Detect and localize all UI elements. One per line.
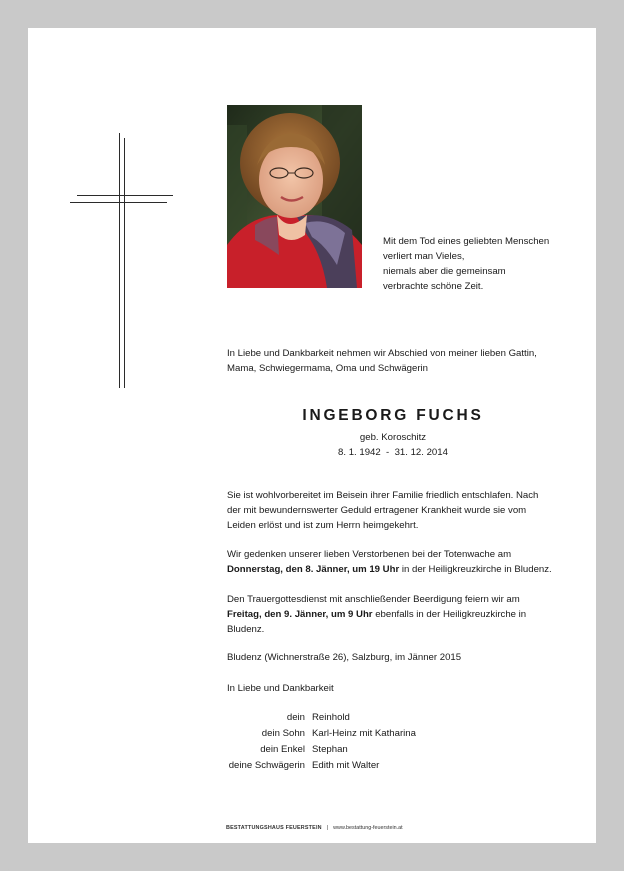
- mourner-relation: dein: [286, 712, 305, 723]
- paragraph-line: Bludenz.: [227, 624, 265, 635]
- memorial-quote: [383, 234, 573, 294]
- mourner-row: [200, 742, 500, 758]
- wake-date: Donnerstag, den 8. Jänner, um 19 Uhr: [227, 564, 400, 575]
- quote-line: verbrachte schöne Zeit.: [383, 281, 484, 292]
- paragraph-line: Wir gedenken unserer lieben Verstorbenen bei der Totenwache am: [227, 549, 512, 560]
- paragraph-wake: [227, 547, 567, 577]
- paragraph-line: Sie ist wohlvorbereitet im Beisein ihrer Familie friedlich entschlafen. Nach: [227, 490, 539, 501]
- funeral-date: Freitag, den 9. Jänner, um 9 Uhr: [227, 609, 373, 620]
- mourner-names: Edith mit Walter: [312, 760, 380, 771]
- life-dates: 8. 1. 1942 - 31. 12. 2014: [338, 447, 448, 458]
- cross-horizontal-line-lower: [70, 202, 167, 203]
- place-date-text: Bludenz (Wichnerstraße 26), Salzburg, im Jänner 2015: [227, 652, 462, 663]
- mourner-names: Karl-Heinz mit Katharina: [312, 728, 416, 739]
- deceased-name: INGEBORG FUCHS: [302, 407, 484, 424]
- portrait-photo: [227, 105, 362, 288]
- place-date-line: [227, 650, 567, 665]
- closing-text: In Liebe und Dankbarkeit: [227, 683, 334, 694]
- maiden-name: geb. Koroschitz: [359, 432, 427, 443]
- mourners-list: [200, 710, 500, 774]
- mourner-relation: dein Sohn: [261, 728, 305, 739]
- paragraph-line: [227, 607, 567, 622]
- funeral-location: ebenfalls in der Heiligkreuzkirche in: [372, 609, 527, 620]
- cross-horizontal-line: [77, 195, 173, 196]
- paragraph-passing: [227, 488, 567, 533]
- paragraph-line: Leiden erlöst und ist zum Herrn heimgekehrt.: [227, 520, 419, 531]
- wake-location: in der Heiligkreuzkirche in Bludenz.: [399, 564, 552, 575]
- funeral-home-name: BESTATTUNGSHAUS FEUERSTEIN: [226, 825, 322, 831]
- footer: [226, 824, 403, 832]
- quote-line: Mit dem Tod eines geliebten Menschen: [383, 236, 550, 247]
- mourner-relation: deine Schwägerin: [228, 760, 305, 771]
- cross-vertical-line-inner: [124, 138, 125, 388]
- mourner-row: [200, 710, 500, 726]
- cross-vertical-line: [119, 133, 120, 388]
- mourner-row: [200, 758, 500, 774]
- footer-separator: |: [326, 825, 329, 831]
- mourner-relation: dein Enkel: [260, 744, 305, 755]
- intro-text: [227, 346, 567, 376]
- closing-line: [227, 681, 567, 696]
- funeral-home-website[interactable]: www.bestattung-feuerstein.at: [333, 825, 403, 831]
- mourner-names: Stephan: [312, 744, 348, 755]
- paragraph-line: Den Trauergottesdienst mit anschließender Beerdigung feiern wir am: [227, 594, 520, 605]
- mourner-row: [200, 726, 500, 742]
- mourner-names: Reinhold: [312, 712, 350, 723]
- paragraph-line: [227, 562, 567, 577]
- paragraph-funeral: [227, 592, 567, 637]
- quote-line: verliert man Vieles,: [383, 251, 465, 262]
- paragraph-line: der mit bewundernswerter Geduld ertragener Krankheit wurde sie vom: [227, 505, 527, 516]
- intro-line: In Liebe und Dankbarkeit nehmen wir Abschied von meiner lieben Gattin,: [227, 348, 537, 359]
- quote-line: niemals aber die gemeinsam: [383, 266, 506, 277]
- intro-line: Mama, Schwiegermama, Oma und Schwägerin: [227, 363, 429, 374]
